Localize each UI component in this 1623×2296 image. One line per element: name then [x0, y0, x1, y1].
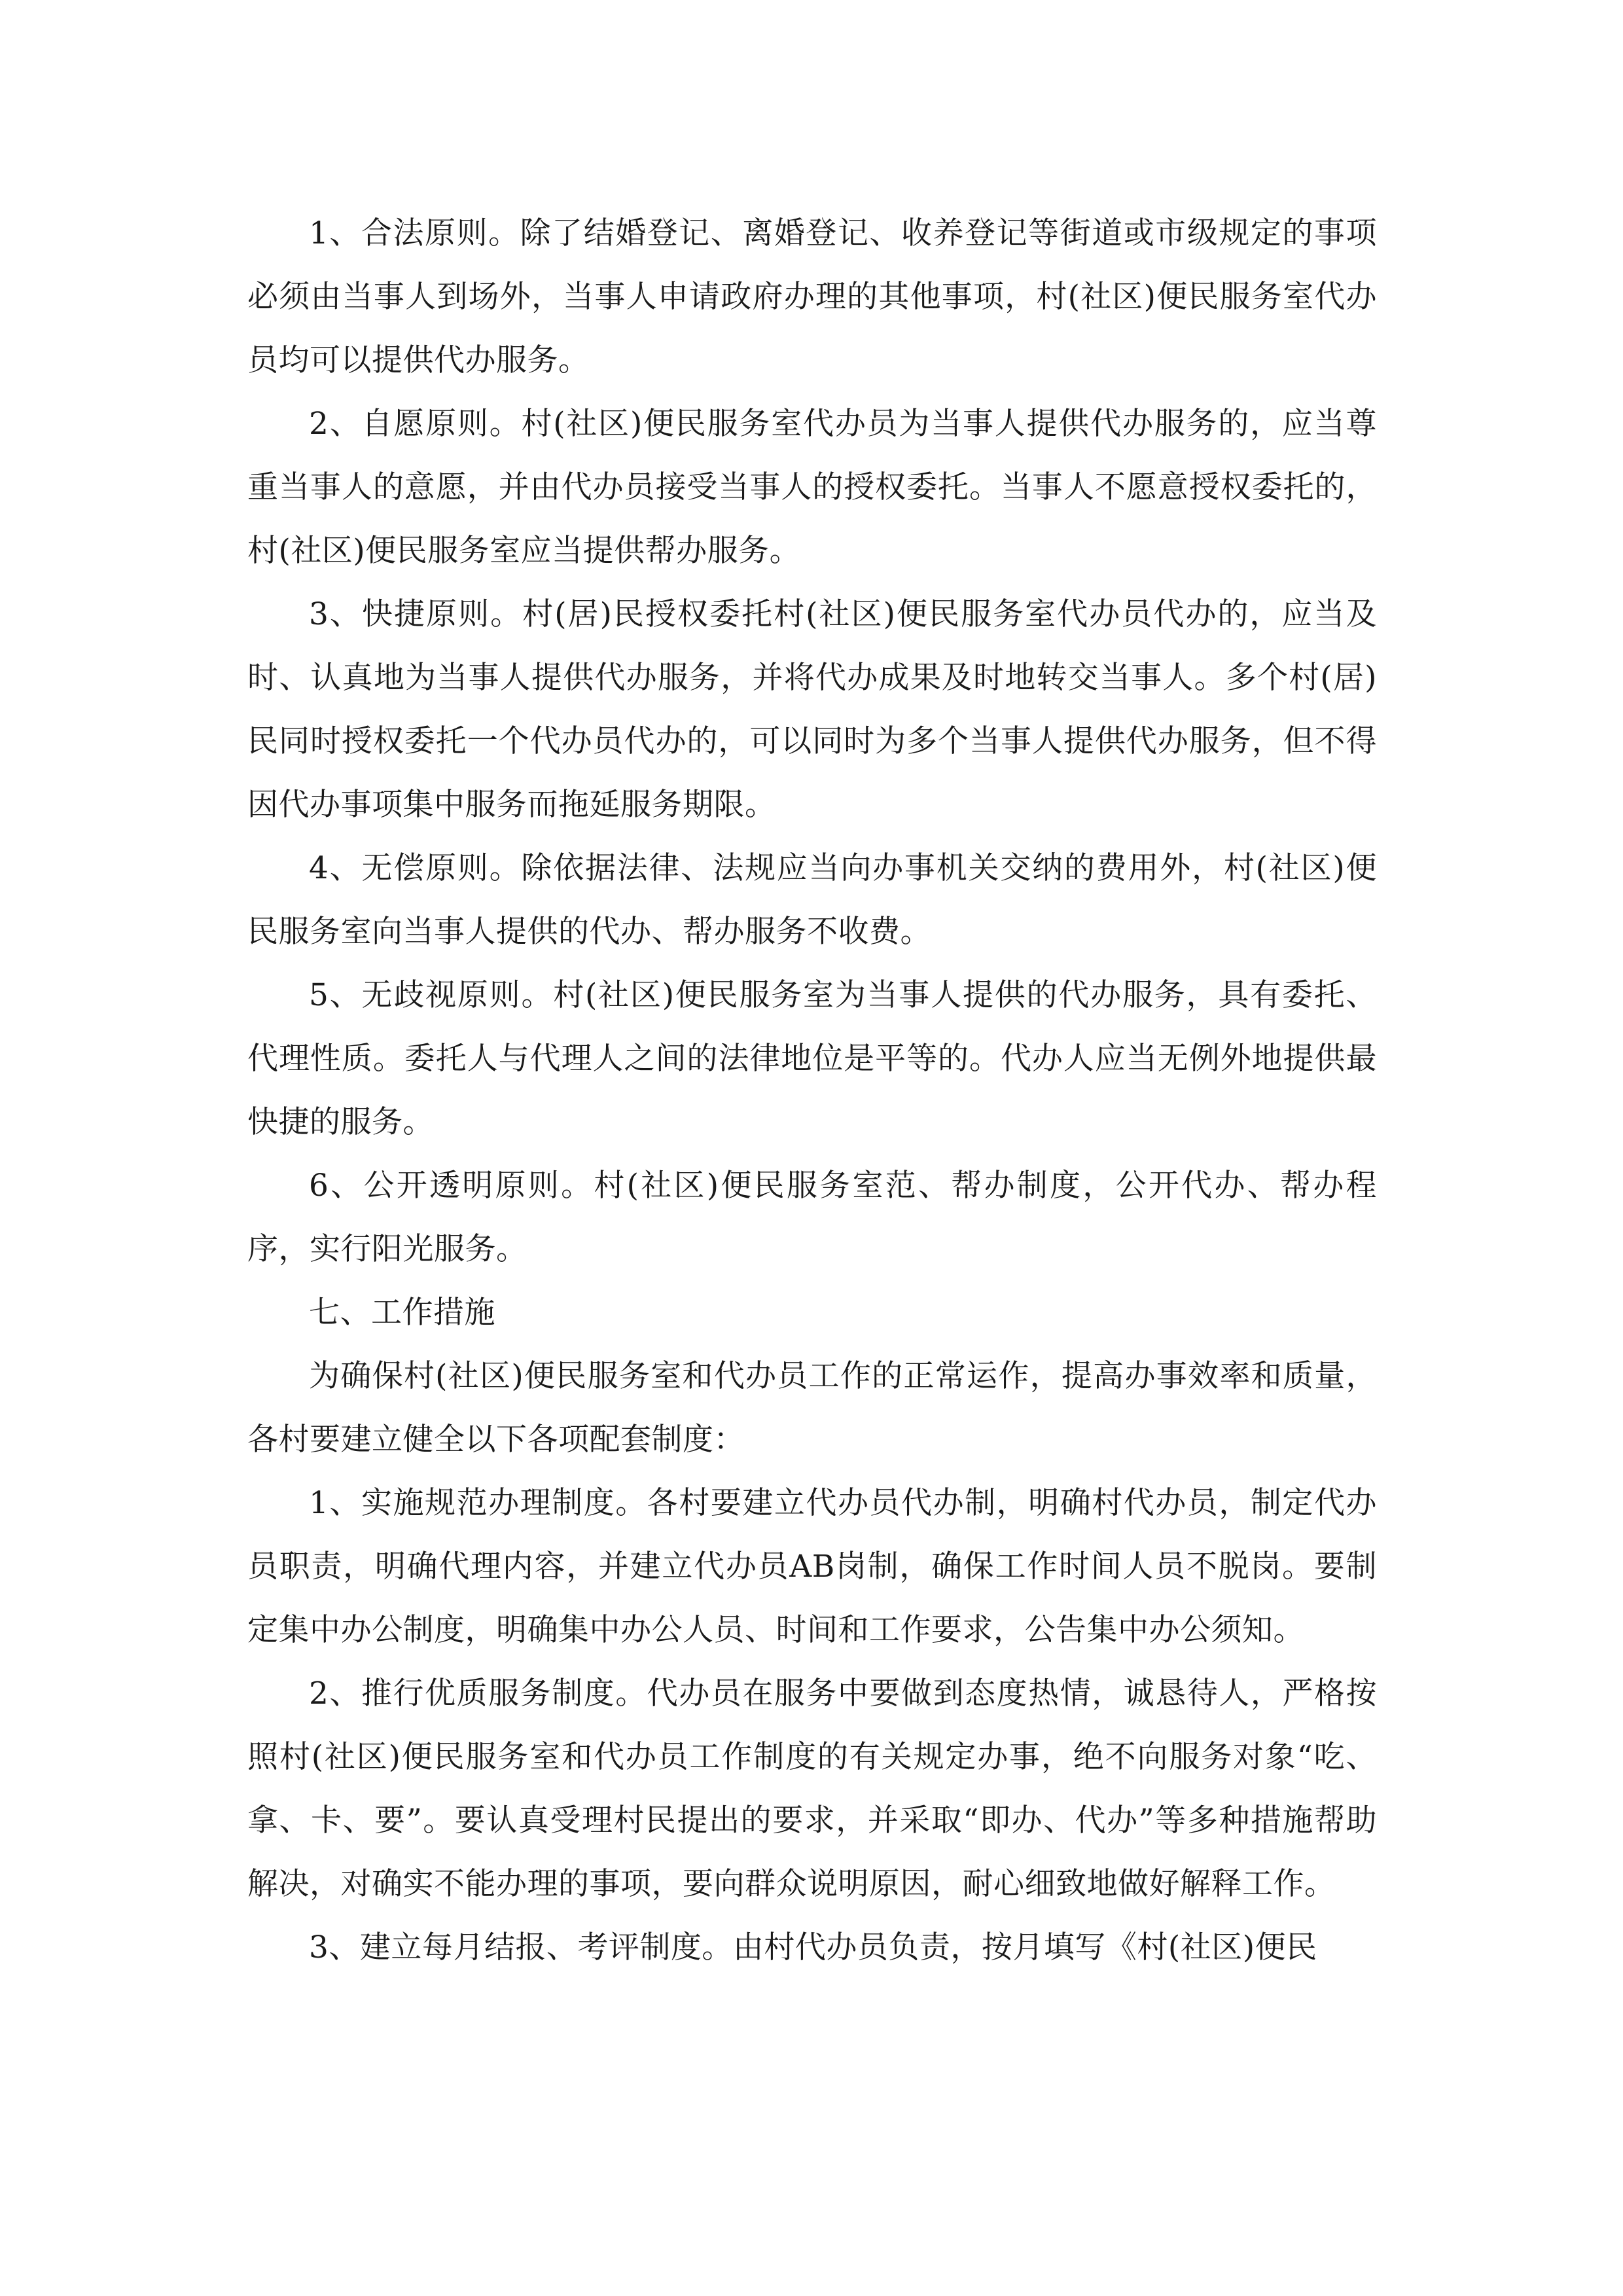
principle-free-paragraph: 4、无偿原则。除依据法律、法规应当向办事机关交纳的费用外，村(社区)便民服务室向当事人提供的代办、帮办服务不收费。	[247, 850, 1377, 950]
section-heading-work-measures: 七、工作措施	[309, 1295, 495, 1331]
principle-legal-paragraph: 1、合法原则。除了结婚登记、离婚登记、收养登记等街道或市级规定的事项必须由当事人到场外，当事人申请政府办理的其他事项，村(社区)便民服务室代办员均可以提供代办服务。	[247, 215, 1377, 378]
measure-standard-handling-paragraph: 1、实施规范办理制度。各村要建立代办员代办制，明确村代办员，制定代办员职责，明确代理内容，并建立代办员AB岗制，确保工作时间人员不脱岗。要制定集中办公制度，明确集中办公人员、时间和工作要求，公告集中办公须知。	[247, 1485, 1377, 1648]
principle-voluntary-paragraph: 2、自愿原则。村(社区)便民服务室代办员为当事人提供代办服务的，应当尊重当事人的意愿，并由代办员接受当事人的授权委托。当事人不愿意授权委托的，村(社区)便民服务室应当提供帮办服务。	[247, 406, 1377, 569]
principle-nondiscrimination-paragraph: 5、无歧视原则。村(社区)便民服务室为当事人提供的代办服务，具有委托、代理性质。委托人与代理人之间的法律地位是平等的。代办人应当无例外地提供最快捷的服务。	[247, 977, 1377, 1140]
measures-intro-paragraph: 为确保村(社区)便民服务室和代办员工作的正常运作，提高办事效率和质量，各村要建立健全以下各项配套制度：	[247, 1358, 1377, 1458]
measure-monthly-report-paragraph: 3、建立每月结报、考评制度。由村代办员负责，按月填写《村(社区)便民	[309, 1929, 1317, 1965]
measure-quality-service-paragraph: 2、推行优质服务制度。代办员在服务中要做到态度热情，诚恳待人，严格按照村(社区)便民服务室和代办员工作制度的有关规定办事，绝不向服务对象“吃、拿、卡、要”。要认真受理村民提出的要求，并采取“即办、代办”等多种措施帮助解决，对确实不能办理的事项，要向群众说明原因，耐心细致地做好解释工作。	[247, 1676, 1377, 1902]
document-page	[247, 202, 1377, 1979]
principle-fast-paragraph: 3、快捷原则。村(居)民授权委托村(社区)便民服务室代办员代办的，应当及时、认真地为当事人提供代办服务，并将代办成果及时地转交当事人。多个村(居)民同时授权委托一个代办员代办的，可以同时为多个当事人提供代办服务，但不得因代办事项集中服务而拖延服务期限。	[247, 596, 1377, 823]
principle-transparency-paragraph: 6、公开透明原则。村(社区)便民服务室范、帮办制度，公开代办、帮办程序，实行阳光服务。	[247, 1168, 1377, 1267]
